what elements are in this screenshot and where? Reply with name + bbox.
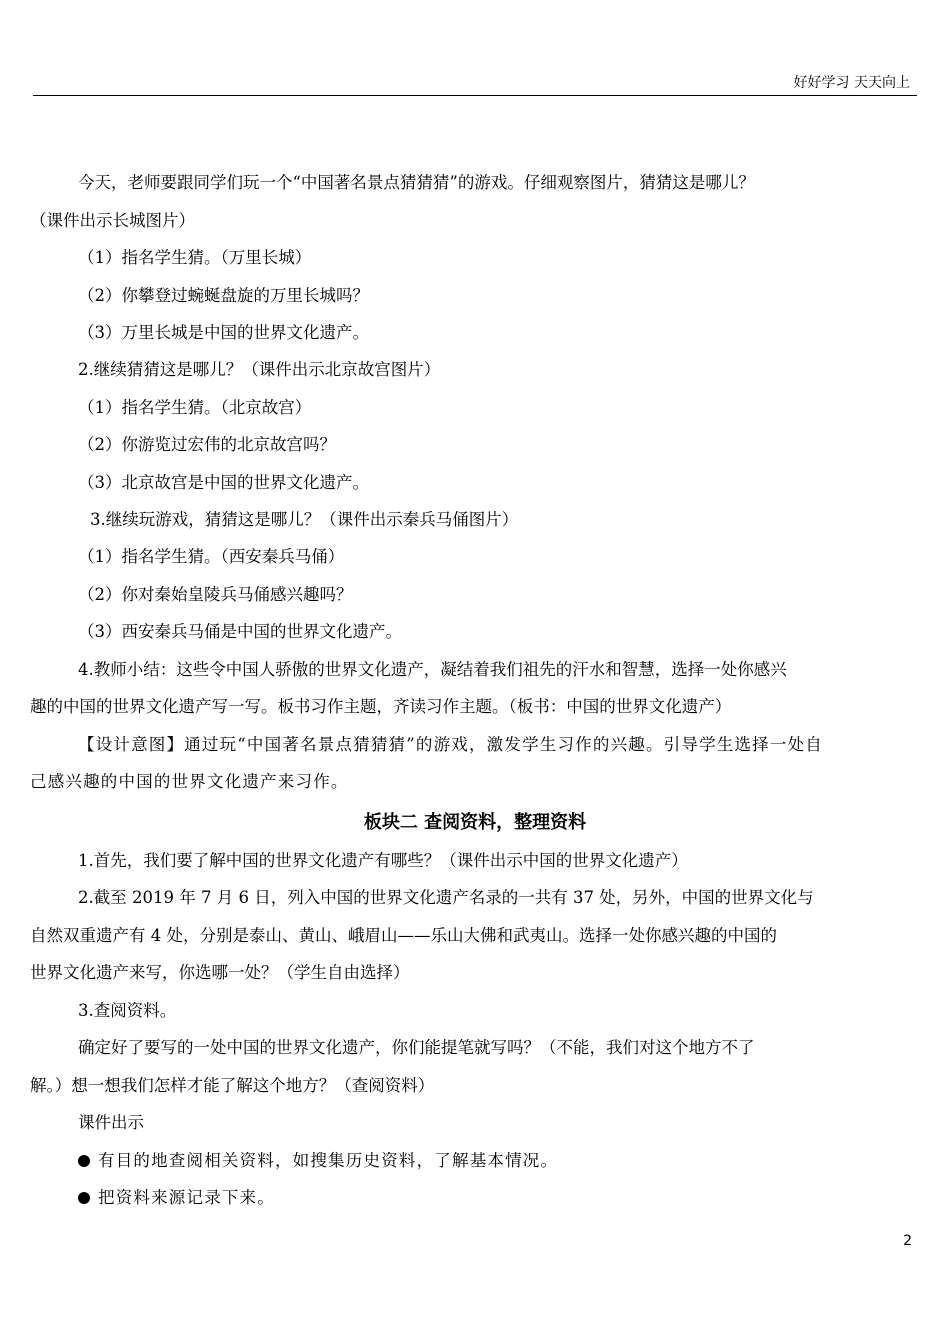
paragraph-line: （2）你游览过宏伟的北京故宫吗？ bbox=[78, 435, 336, 454]
header-text: 好好学习 天天向上 bbox=[793, 75, 910, 91]
paragraph-line: 3.查阅资料。 bbox=[78, 1001, 177, 1020]
paragraph-line: 2.截至 2019 年 7 月 6 日，列入中国的世界文化遗产名录的一共有 37 处，另外，中国的世界文化与 bbox=[78, 888, 814, 907]
bullet-icon bbox=[78, 1192, 90, 1204]
paragraph-line: 世界文化遗产来写，你选哪一处？（学生自由选择） bbox=[30, 963, 410, 982]
paragraph-line: （3）西安秦兵马俑是中国的世界文化遗产。 bbox=[78, 622, 402, 641]
paragraph-line: 3.继续玩游戏，猜猜这是哪儿？（课件出示秦兵马俑图片） bbox=[90, 510, 519, 529]
paragraph-line: （3）万里长城是中国的世界文化遗产。 bbox=[78, 323, 369, 342]
paragraph-line: 确定好了要写的一处中国的世界文化遗产，你们能提笔就写吗？（不能，我们对这个地方不了 bbox=[78, 1038, 755, 1057]
page-number: 2 bbox=[903, 1233, 912, 1249]
header-rule bbox=[33, 95, 917, 96]
paragraph-line: 4.教师小结：这些令中国人骄傲的世界文化遗产，凝结着我们祖先的汗水和智慧，选择一处你感兴 bbox=[78, 660, 787, 679]
paragraph-line: （1）指名学生猜。（西安秦兵马俑） bbox=[78, 547, 345, 566]
bullet-text: 有目的地查阅相关资料，如搜集历史资料，了解基本情况。 bbox=[98, 1151, 559, 1170]
paragraph-line: 课件出示 bbox=[78, 1113, 144, 1132]
design-intent-line: 己感兴趣的中国的世界文化遗产来习作。 bbox=[30, 772, 349, 791]
paragraph-line: 2.继续猜猜这是哪儿？（课件出示北京故宫图片） bbox=[78, 360, 441, 379]
paragraph-line: （2）你对秦始皇陵兵马俑感兴趣吗？ bbox=[78, 585, 353, 604]
paragraph-line: 趣的中国的世界文化遗产写一写。板书习作主题，齐读习作主题。（板书：中国的世界文化遗产） bbox=[30, 697, 732, 716]
bullet-item bbox=[78, 1150, 558, 1172]
paragraph-line: （3）北京故宫是中国的世界文化遗产。 bbox=[78, 473, 369, 492]
paragraph-line: （2）你攀登过蜿蜒盘旋的万里长城吗？ bbox=[78, 286, 369, 305]
paragraph-line: 自然双重遗产有 4 处，分别是泰山、黄山、峨眉山——乐山大佛和武夷山。选择一处你感兴趣的中国的 bbox=[30, 926, 777, 945]
bullet-icon bbox=[78, 1155, 90, 1167]
paragraph-line: 今天，老师要跟同学们玩一个“中国著名景点猜猜猜”的游戏。仔细观察图片，猜猜这是哪儿？ bbox=[78, 173, 755, 192]
bullet-text: 把资料来源记录下来。 bbox=[98, 1188, 275, 1207]
paragraph-line: 解。）想一想我们怎样才能了解这个地方？（查阅资料） bbox=[30, 1076, 435, 1095]
paragraph-line: （1）指名学生猜。（北京故宫） bbox=[78, 398, 312, 417]
paragraph-line: （课件出示长城图片） bbox=[30, 211, 195, 230]
design-intent-line: 【设计意图】通过玩“中国著名景点猜猜猜”的游戏，激发学生习作的兴趣。引导学生选择一处自 bbox=[78, 735, 823, 754]
section-title: 板块二 查阅资料，整理资料 bbox=[363, 812, 587, 833]
paragraph-line: 1.首先，我们要了解中国的世界文化遗产有哪些？（课件出示中国的世界文化遗产） bbox=[78, 851, 688, 870]
bullet-item bbox=[78, 1187, 275, 1209]
paragraph-line: （1）指名学生猜。（万里长城） bbox=[78, 248, 312, 267]
